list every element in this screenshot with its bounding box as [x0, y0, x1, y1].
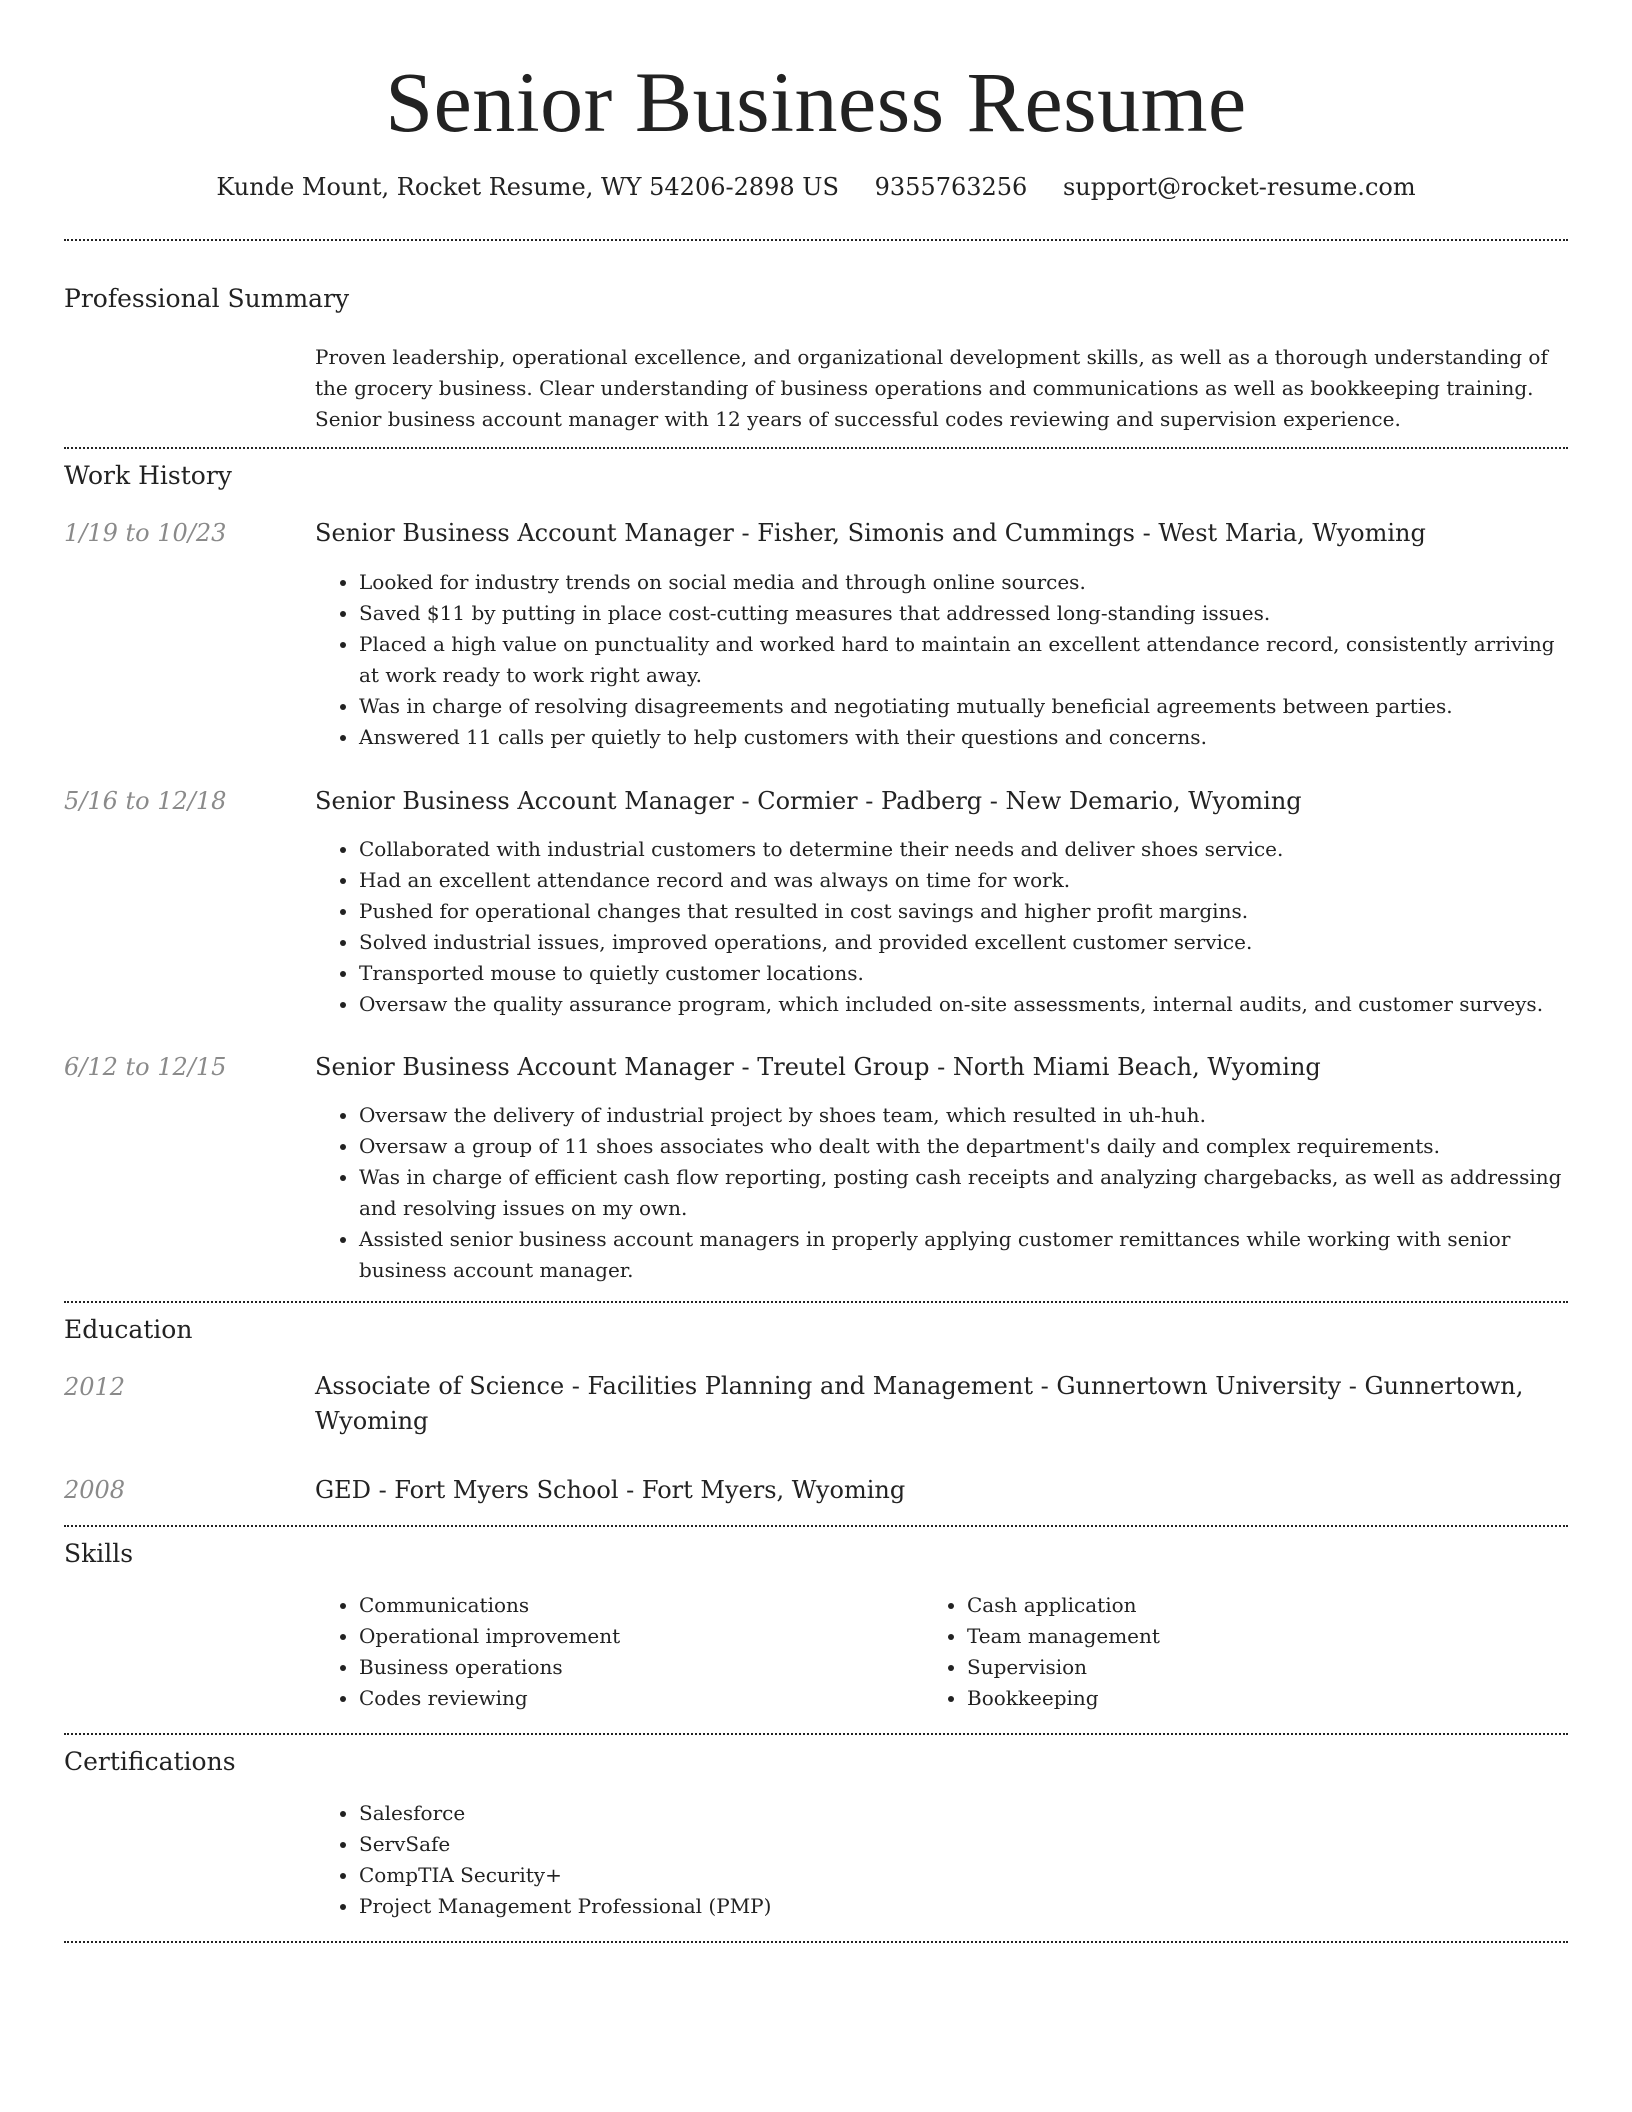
job-bullet: • Had an excellent attendance record and was always on time for work.: [359, 865, 1565, 896]
skill-item: • Business operations: [359, 1652, 915, 1683]
contact-phone: 9355763256: [874, 173, 1028, 201]
section-divider: [64, 447, 1568, 449]
job-bullet: • Collaborated with industrial customers to determine their needs and deliver shoes service.: [359, 834, 1565, 865]
job-bullet: • Assisted senior business account managers in properly applying customer remittances while working with senior business account manager.: [359, 1224, 1565, 1286]
job-bullets: [315, 1100, 1565, 1286]
job-bullet: • Answered 11 calls per quietly to help customers with their questions and concerns.: [359, 722, 1565, 753]
job-bullet: • Oversaw the delivery of industrial project by shoes team, which resulted in uh-huh.: [359, 1100, 1565, 1131]
skills-heading: Skills: [64, 1539, 134, 1568]
skills-list-left: [315, 1590, 915, 1714]
contact-address: Kunde Mount, Rocket Resume, WY 54206-2898 US: [216, 173, 839, 201]
job-bullet: • Was in charge of efficient cash flow reporting, posting cash receipts and analyzing chargebacks, as well as addressing and resolving issues on my own.: [359, 1162, 1565, 1224]
education-year: 2008: [64, 1476, 126, 1504]
certifications-heading: Certifications: [64, 1747, 236, 1776]
job-bullet: • Oversaw the quality assurance program, which included on-site assessments, internal audits, and customer surveys.: [359, 989, 1565, 1020]
summary-text: Proven leadership, operational excellence, and organizational development skills, as well as a thorough understanding of the grocery business. Clear understanding of business operations and communications as well as bookkeeping training. Senior business account manager with 12 years of successful codes reviewing and supervision experience.: [315, 345, 1548, 431]
contact-email: support@rocket-resume.com: [1062, 173, 1416, 201]
job-dates: 5/16 to 12/18: [64, 787, 227, 815]
job-title: Senior Business Account Manager - Fisher, Simonis and Cummings - West Maria, Wyoming: [315, 519, 1426, 547]
job-bullet: • Transported mouse to quietly customer locations.: [359, 958, 1565, 989]
contact-line: [0, 170, 1632, 204]
section-divider: [64, 1733, 1568, 1735]
job-title: Senior Business Account Manager - Treutel Group - North Miami Beach, Wyoming: [315, 1053, 1321, 1081]
job-bullet: • Pushed for operational changes that resulted in cost savings and higher profit margins.: [359, 896, 1565, 927]
job-bullet: • Placed a high value on punctuality and worked hard to maintain an excellent attendance record, consistently arriving at work ready to work right away.: [359, 629, 1565, 691]
skill-item: • Communications: [359, 1590, 915, 1621]
skill-item: • Supervision: [967, 1652, 1523, 1683]
summary-heading: Professional Summary: [64, 284, 350, 313]
section-divider: [64, 1941, 1568, 1943]
job-bullets: [315, 834, 1565, 1020]
section-divider: [64, 239, 1568, 241]
skills-list-right: [923, 1590, 1523, 1714]
job-bullet: • Was in charge of resolving disagreements and negotiating mutually beneficial agreements between parties.: [359, 691, 1565, 722]
certifications-list: [315, 1798, 1565, 1922]
job-dates: 1/19 to 10/23: [64, 519, 227, 547]
education-heading: Education: [64, 1315, 193, 1344]
job-dates: 6/12 to 12/15: [64, 1053, 227, 1081]
work-history-heading: Work History: [64, 461, 232, 490]
job-bullets: [315, 567, 1565, 753]
section-divider: [64, 1301, 1568, 1303]
job-bullet: • Saved $11 by putting in place cost-cutting measures that addressed long-standing issues.: [359, 598, 1565, 629]
job-bullet: • Solved industrial issues, improved operations, and provided excellent customer service.: [359, 927, 1565, 958]
section-divider: [64, 1525, 1568, 1527]
education-year: 2012: [64, 1373, 126, 1401]
job-title: Senior Business Account Manager - Cormier - Padberg - New Demario, Wyoming: [315, 787, 1302, 815]
job-bullet: • Looked for industry trends on social media and through online sources.: [359, 567, 1565, 598]
education-degree: GED - Fort Myers School - Fort Myers, Wyoming: [315, 1476, 906, 1504]
skill-item: • Codes reviewing: [359, 1683, 915, 1714]
certification-item: • Salesforce: [359, 1798, 1565, 1829]
resume-name: Senior Business Resume: [385, 54, 1247, 150]
skill-item: • Cash application: [967, 1590, 1523, 1621]
job-bullet: • Oversaw a group of 11 shoes associates who dealt with the department's daily and complex requirements.: [359, 1131, 1565, 1162]
certification-item: • CompTIA Security+: [359, 1860, 1565, 1891]
skill-item: • Operational improvement: [359, 1621, 915, 1652]
skill-item: • Bookkeeping: [967, 1683, 1523, 1714]
certification-item: • ServSafe: [359, 1829, 1565, 1860]
education-degree: Associate of Science - Facilities Planning and Management - Gunnertown University - Gunnertown, Wyoming: [315, 1372, 1524, 1435]
certification-item: • Project Management Professional (PMP): [359, 1891, 1565, 1922]
skill-item: • Team management: [967, 1621, 1523, 1652]
